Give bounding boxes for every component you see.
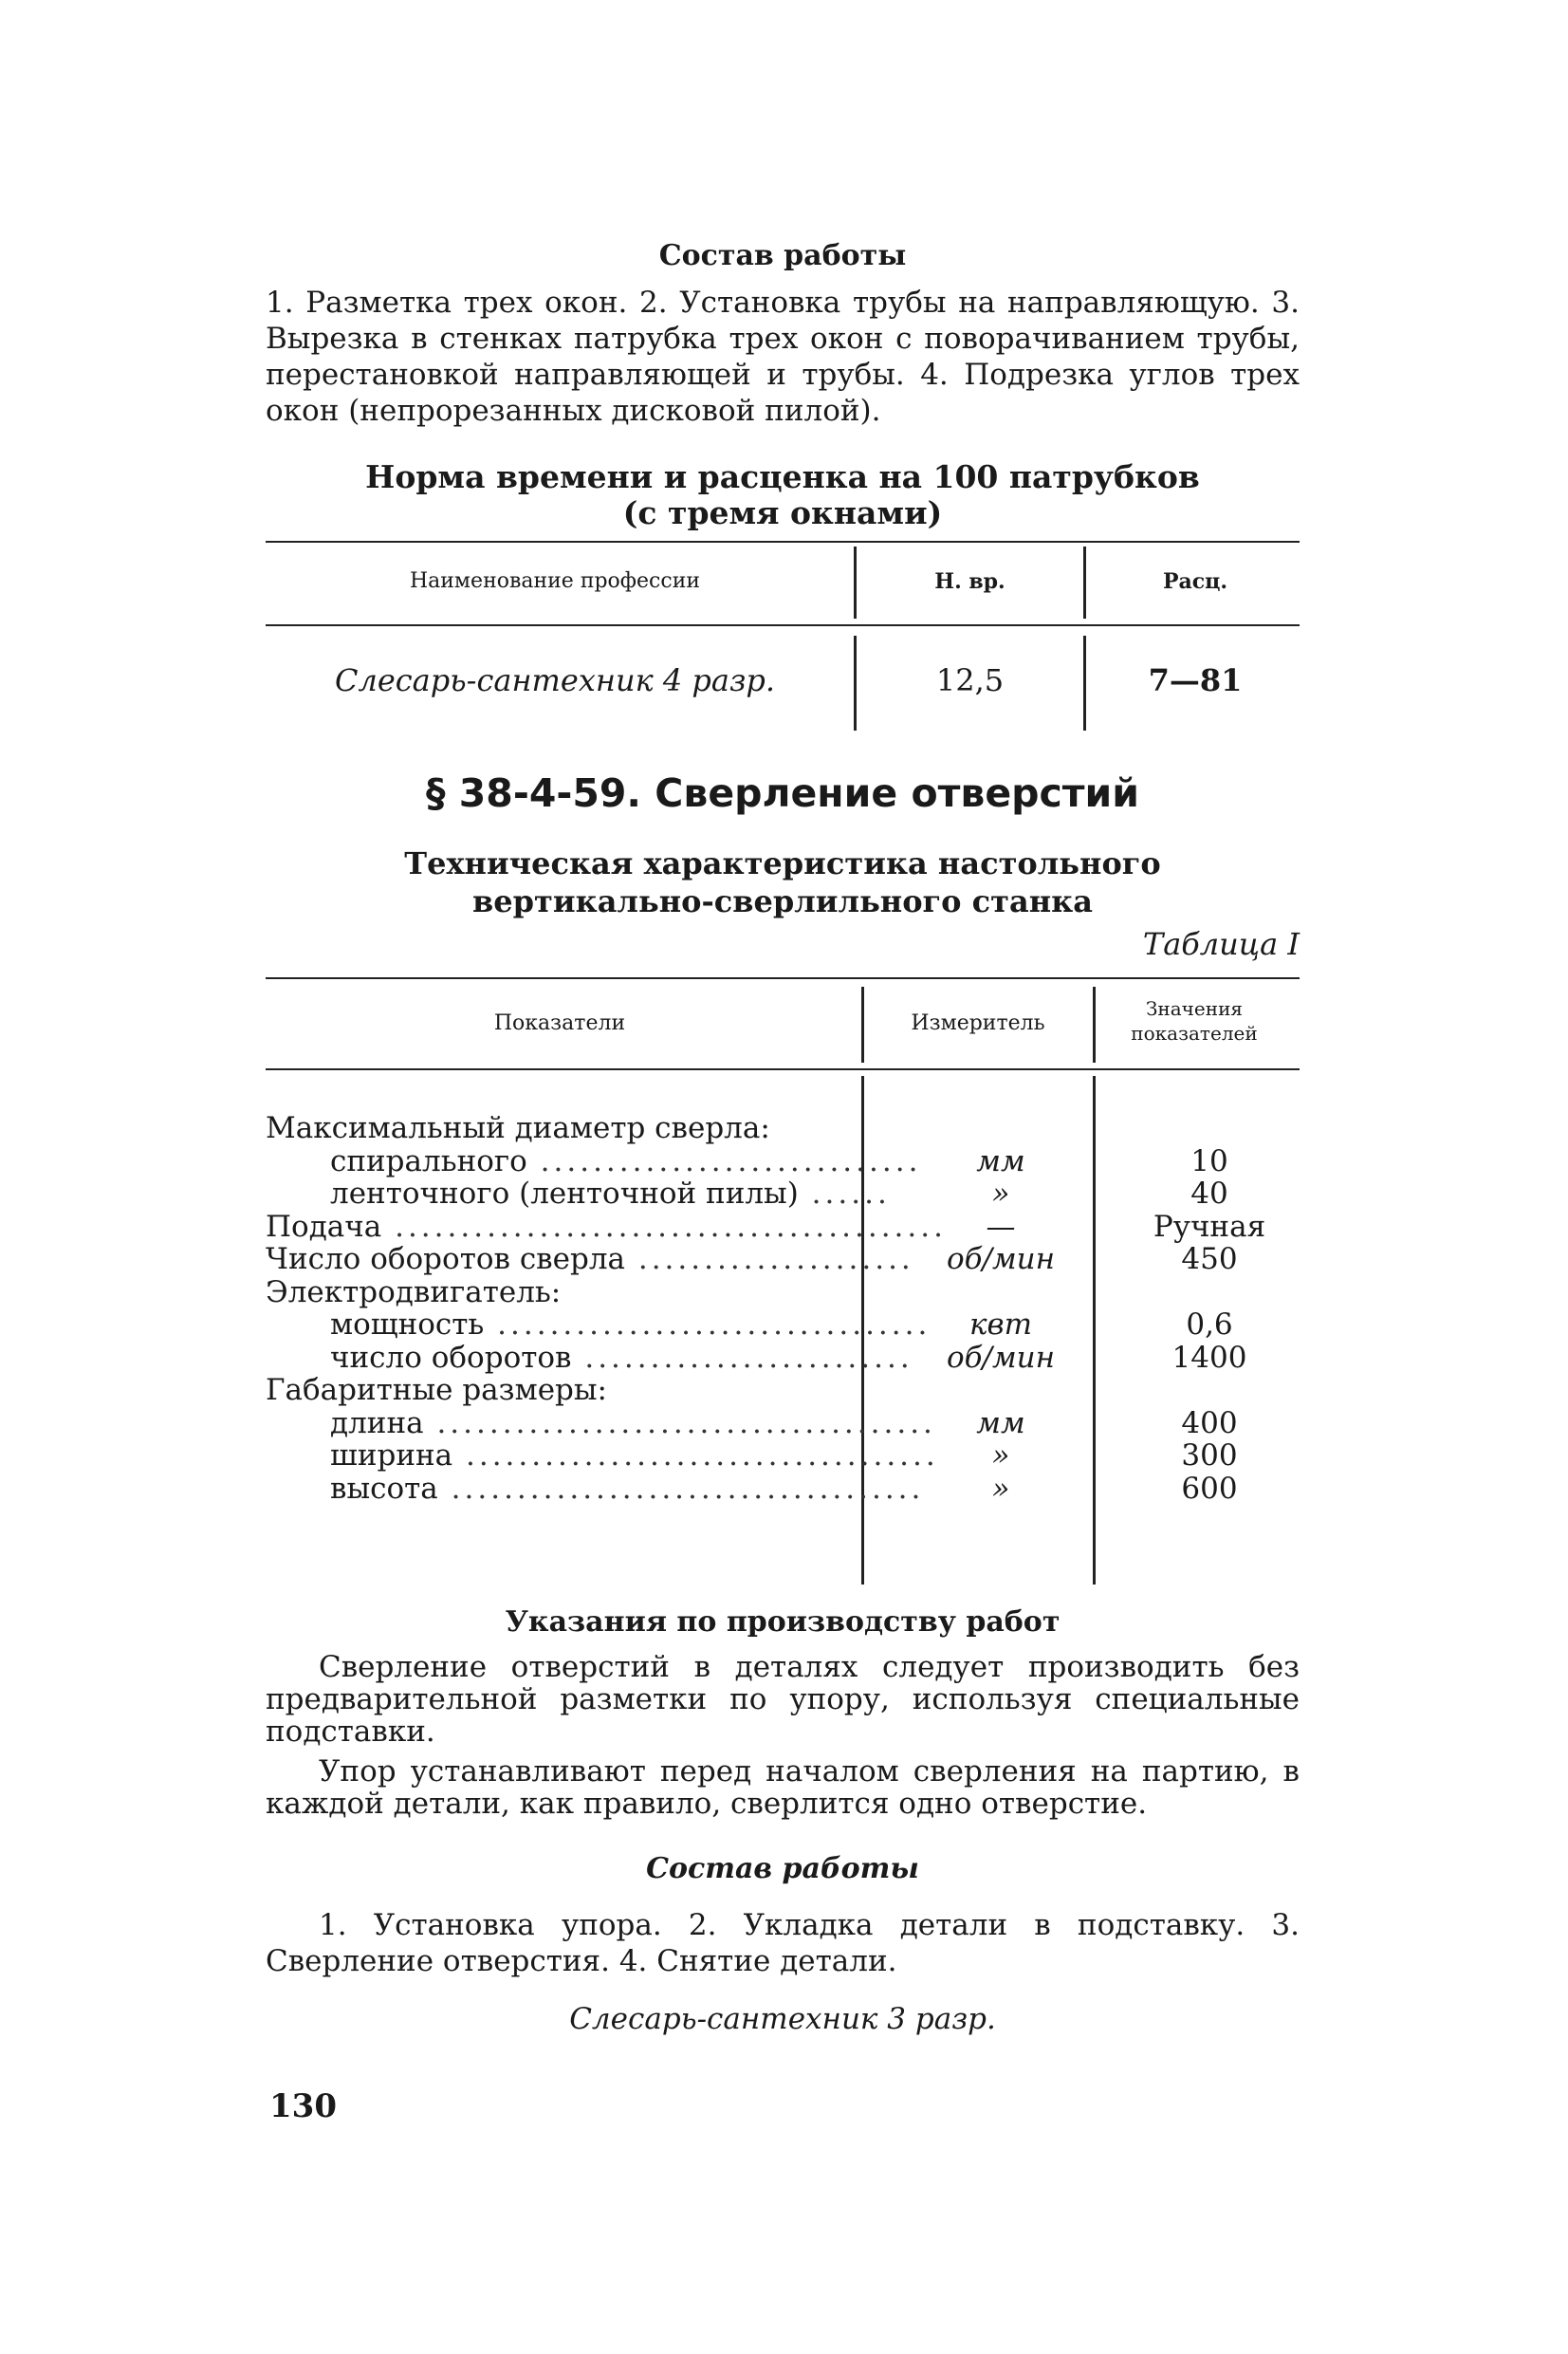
table-rule <box>266 541 1300 543</box>
value-cell: 0,6 <box>1186 1307 1233 1342</box>
unit-cell: квт <box>969 1307 1032 1342</box>
table-divider <box>854 636 857 731</box>
indicator-label: Число оборотов сверла ..................... <box>266 1242 914 1276</box>
table-row <box>266 1342 1300 1374</box>
instructions-paragraph-1: Сверление отверстий в деталях следует производить без предварительной разметки по упору, используя специальные подставки. <box>266 1650 1300 1749</box>
profession-cell: Слесарь-сантехник 4 разр. <box>334 662 776 698</box>
unit-cell: — <box>986 1209 1016 1244</box>
work-composition-title-2: Состав работы <box>646 1852 919 1885</box>
norm-table <box>266 541 1300 731</box>
table-row <box>266 1276 1300 1308</box>
page-number: 130 <box>269 2087 337 2125</box>
indicator-label: число оборотов ......................... <box>330 1340 913 1375</box>
table-row <box>266 1407 1300 1439</box>
work-composition-text: 1. Разметка трех окон. 2. Установка трубы на направляющую. 3. Вырезка в стенках патрубка трех окон с поворачиванием трубы, перестановкой направляющей и трубы. 4. Подрезка углов трех окон (непрорезанных дисковой пилой). <box>266 286 1300 428</box>
unit-cell: об/мин <box>946 1242 1056 1276</box>
header-unit: Измеритель <box>911 1011 1045 1035</box>
time-cell: 12,5 <box>935 662 1005 698</box>
table-rule <box>266 977 1300 979</box>
table-row <box>266 1439 1300 1472</box>
unit-cell: » <box>991 1438 1010 1473</box>
table-row <box>266 1211 1300 1243</box>
indicator-label: Максимальный диаметр сверла: <box>266 1111 770 1145</box>
work-composition-title: Состав работы <box>658 239 907 272</box>
table-rule <box>266 1068 1300 1070</box>
table-divider <box>854 547 857 619</box>
unit-cell: об/мин <box>946 1340 1056 1375</box>
value-cell: 40 <box>1190 1177 1228 1211</box>
value-cell: Ручная <box>1153 1209 1266 1244</box>
table-rule <box>266 624 1300 626</box>
instructions-paragraph-2: Упор устанавливают перед началом сверления на партию, в каждой детали, как правило, сверлится одно отверстие. <box>266 1754 1300 1821</box>
table-row <box>266 1308 1300 1341</box>
unit-cell: мм <box>976 1405 1025 1440</box>
table-divider <box>1083 547 1086 619</box>
header-time: Н. вр. <box>934 569 1005 594</box>
value-cell: 10 <box>1190 1143 1228 1178</box>
unit-cell: » <box>991 1471 1010 1506</box>
indicator-label: мощность ................................. <box>330 1307 932 1342</box>
header-rate: Расц. <box>1162 569 1228 594</box>
indicator-label: длина ...................................... <box>330 1405 936 1440</box>
rate-cell: 7—81 <box>1148 662 1243 698</box>
header-profession: Наименование профессии <box>409 569 701 593</box>
indicator-label: Электродвигатель: <box>266 1274 562 1309</box>
indicator-label: спирального ............................. <box>330 1143 922 1178</box>
paragraph-title: § 38-4-59. Сверление отверстий <box>425 770 1139 816</box>
norm-title: Норма времени и расценка на 100 патрубков (с тремя окнами) <box>365 458 1200 531</box>
instructions-title: Указания по производству работ <box>505 1605 1061 1639</box>
value-cell: 450 <box>1181 1242 1238 1276</box>
header-indicators: Показатели <box>493 1011 626 1035</box>
tech-table <box>266 977 1300 1585</box>
table-row <box>266 1243 1300 1275</box>
table-divider <box>1083 636 1086 731</box>
header-values: Значения показателей <box>1131 997 1258 1045</box>
value-cell: 400 <box>1181 1405 1238 1440</box>
indicator-label: ширина .................................... <box>330 1438 939 1473</box>
value-cell: 300 <box>1181 1438 1238 1473</box>
document-page <box>266 0 1300 2354</box>
indicator-label: Подача .......................................... <box>266 1209 947 1244</box>
unit-cell: мм <box>976 1143 1025 1178</box>
table-divider <box>861 987 864 1063</box>
table-row <box>266 1374 1300 1406</box>
unit-cell: » <box>991 1177 1010 1211</box>
table-row <box>266 1473 1300 1505</box>
worker-grade: Слесарь-сантехник 3 разр. <box>569 2002 996 2036</box>
tech-title: Техническая характеристика настольного вертикально-сверлильного станка <box>404 845 1161 919</box>
indicator-label: ленточного (ленточной пилы) ...... <box>330 1177 891 1211</box>
table-number: Таблица I <box>1142 926 1300 962</box>
table-row <box>266 1177 1300 1210</box>
work-composition-text-2: 1. Установка упора. 2. Укладка детали в подставку. 3. Сверление отверстия. 4. Снятие детали. <box>266 1908 1300 1978</box>
value-cell: 1400 <box>1171 1340 1247 1375</box>
indicator-label: Габаритные размеры: <box>266 1373 607 1407</box>
table-row <box>266 1112 1300 1144</box>
table-divider <box>1093 987 1096 1063</box>
value-cell: 600 <box>1181 1471 1238 1506</box>
indicator-label: высота .................................... <box>330 1471 925 1506</box>
table-row <box>266 1145 1300 1177</box>
